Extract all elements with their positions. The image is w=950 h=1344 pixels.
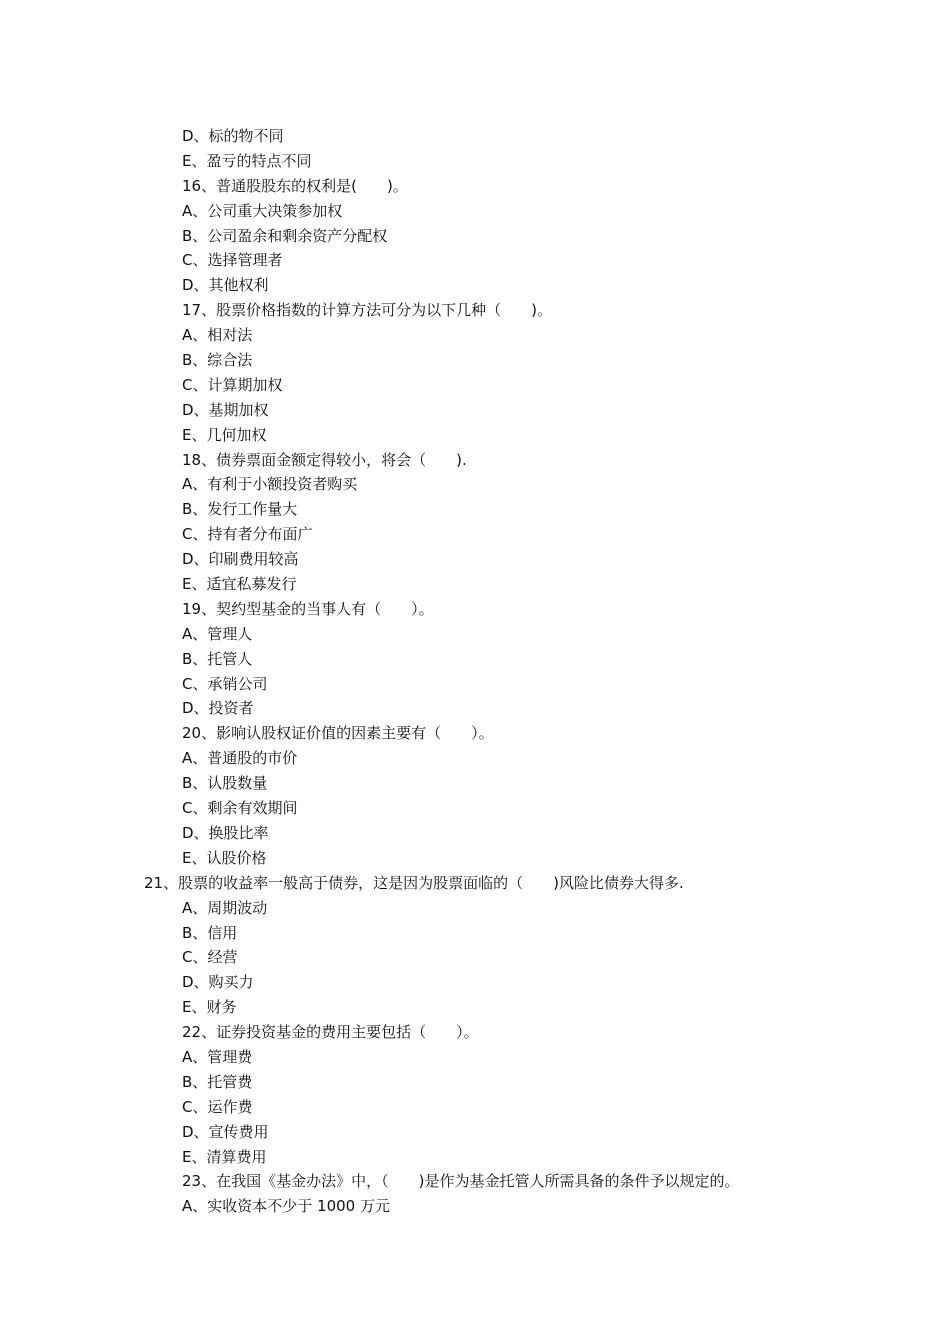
option-line: E、认股价格 [182, 848, 267, 867]
option-line: D、投资者 [182, 699, 254, 718]
question-line: 22、证券投资基金的费用主要包括（ ）。 [182, 1023, 479, 1042]
option-line: A、普通股的市价 [182, 749, 298, 768]
option-line: C、计算期加权 [182, 375, 283, 394]
question-line: 17、股票价格指数的计算方法可分为以下几种（ )。 [182, 301, 552, 320]
option-line: E、几何加权 [182, 425, 267, 444]
option-line: E、清算费用 [182, 1147, 267, 1166]
option-line: C、选择管理者 [182, 251, 283, 270]
option-line: D、其他权利 [182, 276, 269, 295]
option-line: D、换股比率 [182, 823, 269, 842]
question-line: 20、影响认股权证价值的因素主要有（ ）。 [182, 724, 494, 743]
question-line: 21、股票的收益率一般高于债券，这是因为股票面临的（ )风险比债券大得多. [144, 873, 684, 892]
option-line: B、托管费 [182, 1072, 253, 1091]
option-line: A、公司重大决策参加权 [182, 201, 343, 220]
option-line: C、承销公司 [182, 674, 268, 693]
option-line: C、持有者分布面广 [182, 525, 313, 544]
option-line: C、剩余有效期间 [182, 799, 298, 818]
option-line: B、托管人 [182, 649, 253, 668]
question-line: 16、普通股股东的权利是( )。 [182, 176, 408, 195]
option-line: A、有利于小额投资者购买 [182, 475, 358, 494]
option-line: A、管理人 [182, 624, 253, 643]
option-line: A、周期波动 [182, 898, 268, 917]
option-line: D、标的物不同 [182, 127, 284, 145]
option-line: D、购买力 [182, 973, 254, 992]
option-line: A、相对法 [182, 326, 253, 345]
option-line: B、信用 [182, 923, 238, 942]
question-line: 18、债券票面金额定得较小，将会（ ). [182, 450, 467, 469]
option-line: A、实收资本不少于 1000 万元 [182, 1197, 390, 1216]
question-line: 19、契约型基金的当事人有（ ）。 [182, 599, 434, 618]
option-line: C、经营 [182, 948, 238, 967]
option-line: D、印刷费用较高 [182, 550, 299, 569]
option-line: B、认股数量 [182, 774, 268, 793]
question-line: 23、在我国《基金办法》中，（ )是作为基金托管人所需具备的条件予以规定的。 [182, 1172, 740, 1191]
option-line: A、管理费 [182, 1047, 253, 1066]
option-line: E、盈亏的特点不同 [182, 151, 312, 170]
option-line: E、适宜私募发行 [182, 575, 297, 594]
option-line: B、发行工作量大 [182, 500, 298, 519]
option-line: C、运作费 [182, 1097, 253, 1116]
option-line: D、宣传费用 [182, 1122, 269, 1141]
option-line: D、基期加权 [182, 400, 269, 419]
question-list [0, 124, 950, 1219]
option-line: E、财务 [182, 998, 237, 1017]
option-line: B、公司盈余和剩余资产分配权 [182, 226, 388, 245]
option-line: B、综合法 [182, 351, 253, 370]
